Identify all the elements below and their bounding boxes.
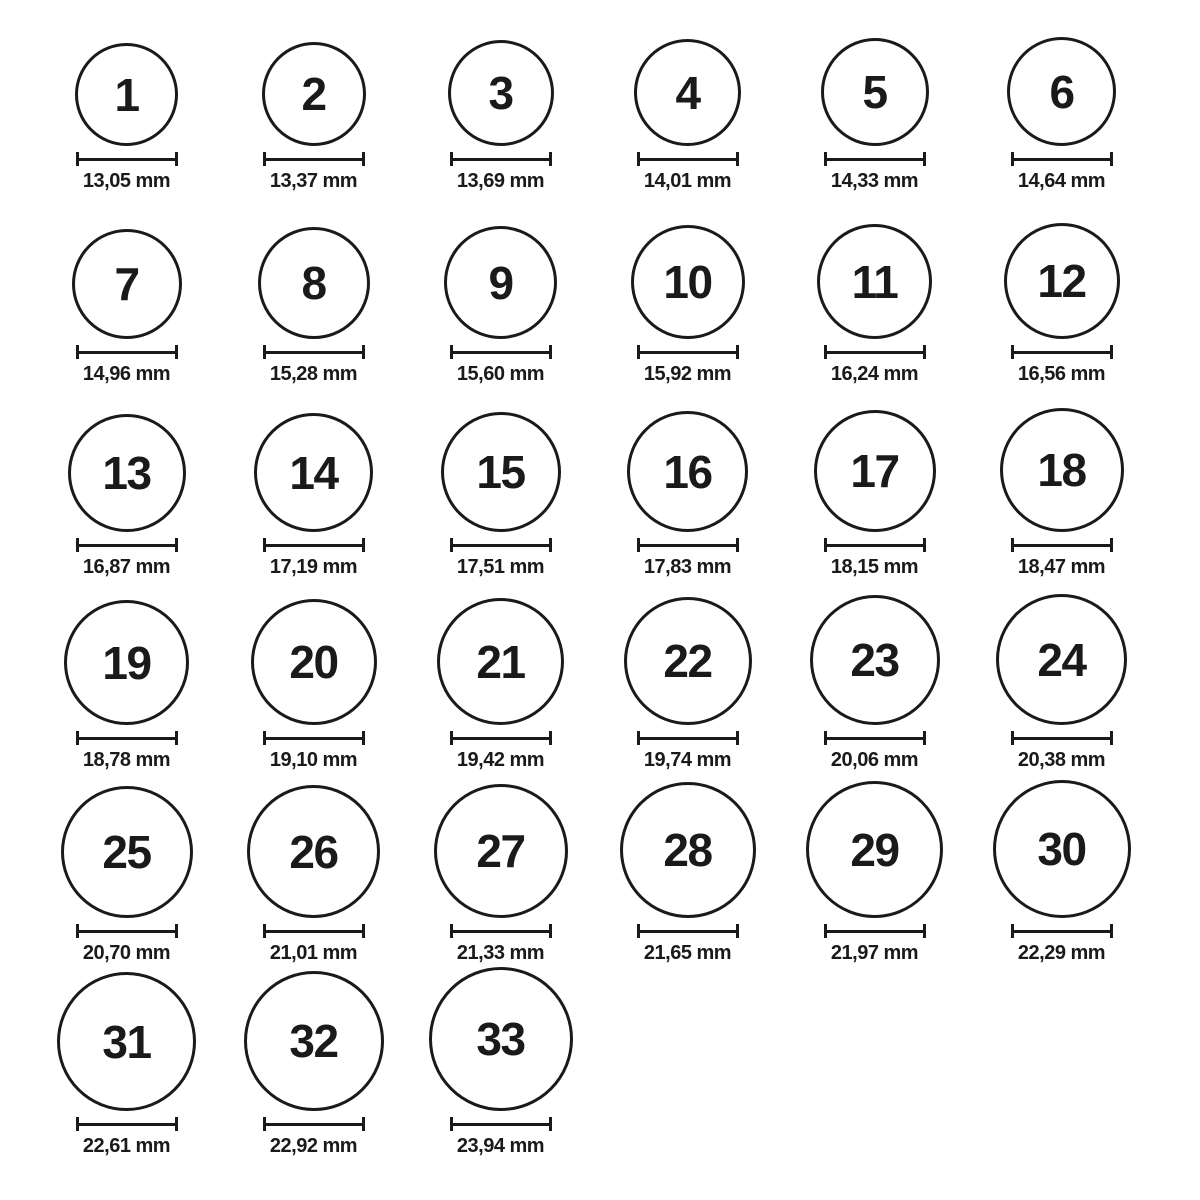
ruler-tick-right [736, 538, 739, 552]
ring-number: 24 [1037, 633, 1086, 686]
ring-cell [33, 965, 220, 1158]
ruler-line [79, 737, 175, 740]
diameter-ruler [1011, 152, 1113, 166]
ruler-line [79, 351, 175, 354]
diameter-label: 14,64 mm [1017, 170, 1106, 192]
diameter-label: 17,19 mm [269, 556, 358, 578]
diameter-label: 15,28 mm [269, 363, 358, 385]
diameter-label: 22,29 mm [1017, 942, 1106, 964]
ruler-line [640, 930, 736, 933]
ruler-line [827, 737, 923, 740]
ruler-line [453, 351, 549, 354]
diameter-label: 16,56 mm [1017, 363, 1106, 385]
ruler-line [453, 737, 549, 740]
ring-cell [220, 772, 407, 965]
ruler-tick-right [1110, 152, 1113, 166]
ring-circle [634, 39, 741, 146]
diameter-ruler [76, 731, 178, 745]
diameter-ruler [450, 1117, 552, 1131]
diameter-ruler [1011, 345, 1113, 359]
ruler-tick-right [549, 345, 552, 359]
diameter-label: 20,70 mm [82, 942, 171, 964]
ruler-tick-right [549, 731, 552, 745]
ruler-line [640, 158, 736, 161]
diameter-label: 22,92 mm [269, 1135, 358, 1157]
ring-number: 8 [301, 257, 326, 309]
ring-number: 29 [850, 823, 899, 876]
ring-cell [781, 386, 968, 579]
ring-circle [72, 229, 182, 339]
diameter-label: 20,38 mm [1017, 749, 1106, 771]
ring-number: 2 [301, 68, 326, 120]
ruler-line [1014, 737, 1110, 740]
ruler-tick-right [549, 538, 552, 552]
ring-cell [968, 579, 1155, 772]
ruler-line [266, 351, 362, 354]
diameter-ruler [637, 538, 739, 552]
ring-circle [247, 785, 380, 918]
diameter-label: 18,15 mm [830, 556, 919, 578]
ring-cell [220, 386, 407, 579]
diameter-ruler [1011, 538, 1113, 552]
chart-row-4 [33, 579, 1200, 772]
ring-circle [64, 600, 189, 725]
ring-circle [258, 227, 370, 339]
ruler-line [640, 351, 736, 354]
ruler-line [827, 351, 923, 354]
diameter-label: 15,60 mm [456, 363, 545, 385]
ruler-tick-right [175, 538, 178, 552]
diameter-ruler [824, 152, 926, 166]
ring-number: 13 [102, 447, 151, 499]
ruler-tick-right [175, 345, 178, 359]
ring-circle [448, 40, 554, 146]
ring-number: 6 [1049, 65, 1074, 118]
ring-circle [244, 971, 384, 1111]
ring-number: 3 [488, 67, 513, 119]
diameter-ruler [637, 345, 739, 359]
ring-cell [781, 193, 968, 386]
ruler-tick-right [736, 731, 739, 745]
ruler-tick-right [923, 152, 926, 166]
diameter-label: 14,33 mm [830, 170, 919, 192]
ring-number: 22 [663, 635, 712, 687]
ring-circle [806, 781, 943, 918]
ruler-tick-right [175, 924, 178, 938]
chart-row-6 [33, 965, 1200, 1158]
diameter-ruler [637, 731, 739, 745]
ruler-tick-right [362, 731, 365, 745]
ring-circle [821, 38, 929, 146]
ruler-line [79, 158, 175, 161]
diameter-ruler [263, 1117, 365, 1131]
diameter-label: 14,01 mm [643, 170, 732, 192]
ring-circle [993, 780, 1131, 918]
ruler-tick-right [1110, 538, 1113, 552]
diameter-ruler [450, 924, 552, 938]
ruler-line [79, 930, 175, 933]
chart-row-5 [33, 772, 1200, 965]
ruler-tick-right [1110, 924, 1113, 938]
ring-number: 26 [289, 825, 338, 878]
ring-number: 12 [1037, 255, 1086, 307]
ring-circle [1004, 223, 1120, 339]
ring-number: 14 [289, 446, 338, 499]
ruler-line [1014, 351, 1110, 354]
ring-cell [594, 193, 781, 386]
ruler-tick-right [549, 924, 552, 938]
diameter-label: 13,37 mm [269, 170, 358, 192]
ring-number: 7 [114, 258, 139, 310]
ring-circle [444, 226, 557, 339]
ruler-tick-right [362, 924, 365, 938]
ring-number: 5 [862, 66, 887, 118]
ring-circle [1007, 37, 1116, 146]
ruler-line [266, 158, 362, 161]
diameter-ruler [824, 924, 926, 938]
diameter-ruler [263, 345, 365, 359]
diameter-ruler [1011, 924, 1113, 938]
ruler-line [827, 930, 923, 933]
diameter-label: 16,87 mm [82, 556, 171, 578]
ring-circle [441, 412, 561, 532]
ruler-tick-right [362, 152, 365, 166]
ring-cell [33, 0, 220, 193]
ring-cell [968, 772, 1155, 965]
diameter-ruler [76, 538, 178, 552]
ring-circle [254, 413, 373, 532]
ring-number: 15 [476, 446, 525, 498]
diameter-label: 18,78 mm [82, 749, 171, 771]
diameter-label: 13,69 mm [456, 170, 545, 192]
ring-cell [33, 579, 220, 772]
ring-cell [407, 193, 594, 386]
diameter-ruler [76, 152, 178, 166]
ring-circle [75, 43, 178, 146]
ring-cell [407, 772, 594, 965]
ring-circle [434, 784, 568, 918]
diameter-label: 22,61 mm [82, 1135, 171, 1157]
ring-number: 16 [663, 445, 712, 498]
ruler-tick-right [362, 538, 365, 552]
ring-number: 32 [289, 1015, 338, 1067]
ruler-line [453, 1123, 549, 1126]
ruler-tick-right [736, 152, 739, 166]
ring-cell [33, 772, 220, 965]
ring-circle [429, 967, 573, 1111]
ring-circle [57, 972, 196, 1111]
ring-cell [594, 579, 781, 772]
diameter-label: 21,97 mm [830, 942, 919, 964]
ring-cell [220, 965, 407, 1158]
ring-circle [251, 599, 377, 725]
ruler-tick-right [923, 345, 926, 359]
ring-cell [407, 965, 594, 1158]
ring-cell [33, 193, 220, 386]
diameter-label: 20,06 mm [830, 749, 919, 771]
ring-number: 31 [102, 1015, 151, 1068]
ring-number: 20 [289, 636, 338, 688]
ring-circle [627, 411, 748, 532]
diameter-label: 21,33 mm [456, 942, 545, 964]
ring-cell [407, 579, 594, 772]
ruler-tick-right [1110, 731, 1113, 745]
ruler-tick-right [362, 1117, 365, 1131]
ring-cell [781, 579, 968, 772]
diameter-ruler [76, 1117, 178, 1131]
ruler-line [266, 544, 362, 547]
diameter-label: 13,05 mm [82, 170, 171, 192]
ruler-tick-right [736, 345, 739, 359]
ring-circle [996, 594, 1127, 725]
ruler-line [453, 158, 549, 161]
diameter-ruler [824, 731, 926, 745]
diameter-ruler [637, 924, 739, 938]
ring-cell [968, 193, 1155, 386]
chart-row-3 [33, 386, 1200, 579]
ruler-tick-right [923, 538, 926, 552]
ring-circle [61, 786, 193, 918]
ring-number: 11 [851, 255, 898, 308]
ring-cell [781, 772, 968, 965]
ruler-line [640, 737, 736, 740]
diameter-label: 21,65 mm [643, 942, 732, 964]
ruler-tick-right [923, 731, 926, 745]
ring-number: 4 [675, 66, 700, 119]
diameter-ruler [637, 152, 739, 166]
ring-circle [810, 595, 940, 725]
diameter-ruler [824, 345, 926, 359]
ring-cell [594, 386, 781, 579]
ring-number: 30 [1037, 823, 1086, 875]
diameter-label: 16,24 mm [830, 363, 919, 385]
ruler-tick-right [175, 1117, 178, 1131]
ring-number: 1 [114, 68, 139, 121]
chart-row-1 [33, 0, 1200, 193]
diameter-ruler [76, 924, 178, 938]
ring-cell [594, 0, 781, 193]
ring-number: 18 [1037, 444, 1086, 496]
ring-circle [814, 410, 936, 532]
ruler-tick-right [362, 345, 365, 359]
ring-number: 17 [850, 445, 899, 497]
ring-circle [624, 597, 752, 725]
ring-cell [220, 0, 407, 193]
ruler-line [1014, 930, 1110, 933]
ruler-tick-right [549, 1117, 552, 1131]
diameter-label: 19,42 mm [456, 749, 545, 771]
ruler-line [266, 1123, 362, 1126]
ring-number: 25 [102, 826, 151, 878]
ring-circle [1000, 408, 1124, 532]
ruler-tick-right [923, 924, 926, 938]
diameter-label: 21,01 mm [269, 942, 358, 964]
ring-cell [594, 772, 781, 965]
ruler-line [453, 930, 549, 933]
ring-number: 27 [476, 825, 525, 877]
ring-cell [781, 0, 968, 193]
ring-circle [620, 782, 756, 918]
diameter-label: 17,83 mm [643, 556, 732, 578]
diameter-ruler [263, 538, 365, 552]
ring-number: 10 [663, 256, 712, 308]
diameter-label: 14,96 mm [82, 363, 171, 385]
ring-number: 19 [102, 636, 151, 689]
diameter-ruler [76, 345, 178, 359]
ring-number: 28 [663, 824, 712, 876]
ruler-line [640, 544, 736, 547]
ring-number: 21 [476, 635, 525, 688]
diameter-ruler [450, 345, 552, 359]
ruler-line [1014, 158, 1110, 161]
diameter-ruler [263, 731, 365, 745]
diameter-ruler [450, 731, 552, 745]
ruler-tick-right [736, 924, 739, 938]
diameter-ruler [1011, 731, 1113, 745]
ring-cell [33, 386, 220, 579]
ring-cell [220, 579, 407, 772]
ruler-line [827, 544, 923, 547]
diameter-ruler [450, 538, 552, 552]
ring-circle [437, 598, 564, 725]
ruler-line [1014, 544, 1110, 547]
chart-row-2 [33, 193, 1200, 386]
ruler-line [266, 737, 362, 740]
ruler-tick-right [549, 152, 552, 166]
ruler-line [79, 544, 175, 547]
diameter-label: 23,94 mm [456, 1135, 545, 1157]
ring-circle [262, 42, 366, 146]
ring-circle [631, 225, 745, 339]
diameter-label: 17,51 mm [456, 556, 545, 578]
ruler-tick-right [175, 152, 178, 166]
diameter-label: 15,92 mm [643, 363, 732, 385]
diameter-ruler [263, 924, 365, 938]
ruler-line [827, 158, 923, 161]
ring-cell [968, 0, 1155, 193]
ruler-tick-right [1110, 345, 1113, 359]
ruler-tick-right [175, 731, 178, 745]
ring-circle [68, 414, 186, 532]
ring-number: 9 [488, 256, 513, 309]
ring-cell [407, 0, 594, 193]
ring-cell [220, 193, 407, 386]
diameter-ruler [450, 152, 552, 166]
ruler-line [453, 544, 549, 547]
diameter-label: 18,47 mm [1017, 556, 1106, 578]
diameter-label: 19,10 mm [269, 749, 358, 771]
diameter-label: 19,74 mm [643, 749, 732, 771]
ring-cell [407, 386, 594, 579]
ring-circle [817, 224, 932, 339]
ring-number: 23 [850, 634, 899, 686]
ruler-line [266, 930, 362, 933]
ring-number: 33 [476, 1013, 525, 1065]
ring-cell [968, 386, 1155, 579]
diameter-ruler [263, 152, 365, 166]
ruler-line [79, 1123, 175, 1126]
diameter-ruler [824, 538, 926, 552]
